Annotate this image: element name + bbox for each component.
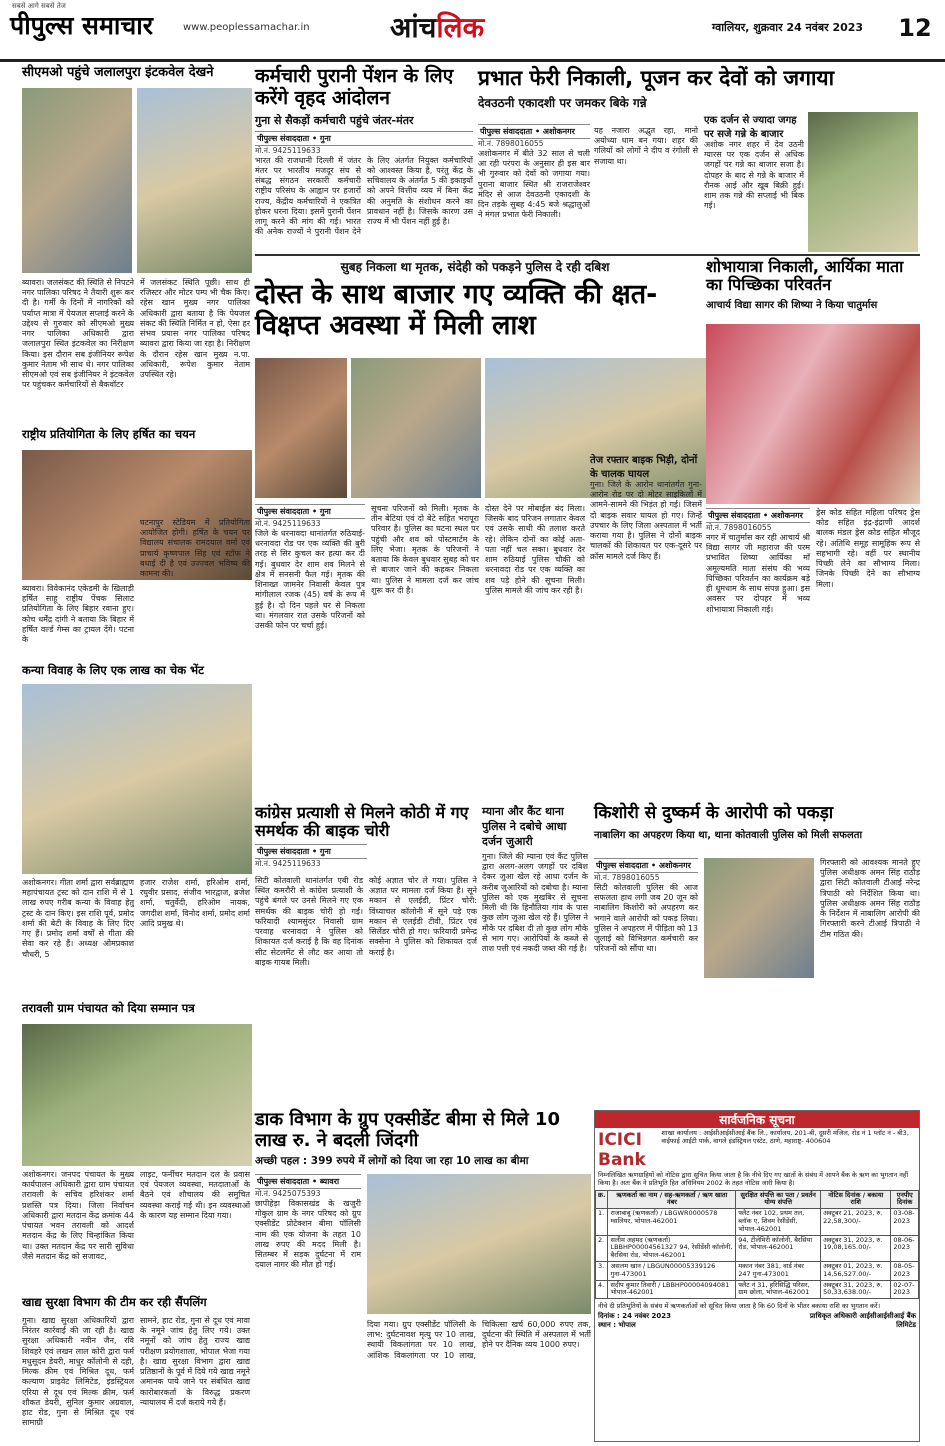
newspaper-logo: पीपुल्स समाचार [10,11,153,40]
shobhayatra-photo [706,324,920,504]
table-cell: 4. [596,1280,608,1299]
table-cell: सलीम अहमद (ऋणकर्ता) LBBHP00004561327 94, रेसीडेंसी कॉलोनी, बैरसिया रोड, भोपाल-462001 [608,1235,736,1261]
dak-article [255,1110,591,1440]
khadya-headline: खाद्य सुरक्षा विभाग की टीम कर रही सैंपलिंग [22,1295,207,1309]
prabhat-text: अशोकनगर में बीते 32 साल से चली आ रही परंपरा के अनुसार ही इस बार भी गुरुवार को देवों को जगाया गया। पुराना बाजार स्थित श्री राजराजेश्वर मंदिर से आज देवउठनी एकादशी के दिन तड़के सुबह 4:45 बजे श्रद्धालुओं ने मंगल प्रभात फेरी निकाली। [478,149,590,220]
lead-text-2: सूचना परिजनों को मिली। मृतक के तीन बेटियां एवं दो बेटे सहित भरापूरा परिवार है। पुलिस का घटना स्थल पर पहुंची और शव को पोस्टमार्टम के लिए भेजा। मृतक के परिजनों ने बताया कि केवल बुधवार सुबह को घर से बाजार जाने की कहकर निकला था। पुलिस ने मामला दर्ज कर जांच शुरू कर दी है। [371,504,479,595]
pension-headline: कर्मचारी पुरानी पेंशन के लिए करेंगे वृहद आंदोलन [255,65,454,109]
kanya-text-continued: हजार राजेश शर्मा, हरिओम शर्मा, रघुवीर प्रसाद, संजीव भारद्वाज, ब्रजेश शर्मा, चतुर्वेदी, हरिओम नायक, जगदीश शर्मा, विनोद शर्मा, प्रमोद शर्मा आदि प्रमुख थे। [140,878,250,928]
myana-text: गुना। जिले की म्याना एवं कैंट पुलिस द्वारा अलग-अलग जगहों पर दबिश देकर जुआ खेल रहे आधा दर्जन के करीब जुआरियों को दबोचा है। म्याना पुलिस को एक मुखबिर से सूचना मिली थी कि हिनौतिया गांव के पास कुछ लोग जुआ खेल रहे हैं। पुलिस ने मौके पर दबिश दी तो कुछ लोग मौके से भाग गए। आरोपियों के कब्जे से ताश पत्ती एवं नकदी जब्त की गई है। [482,852,588,954]
kishori-byline: पीपुल्स संवाददाता • अशोकनगर [594,858,698,873]
lead-text-3: दोस्त देने पर मोबाईल बंद मिला। जिसके बाद परिजन लगातार केवल एवं उसके साथी की तलाश करते रहे। लेकिन दोनों का कोई अता-पता नहीं चल सका। बुधवार देर शाम रुठियाई पुलिस चौकी को धरनावदा रोड पर एक व्यक्ति का शव पड़े होने की सूचना मिली। पुलिस मामले की जांच कर रही है। [485,504,585,595]
notice-intro: निम्नलिखित ऋणग्राहियों को नोटिस द्वारा सूचित किया जाता है कि नीचे दिए गए खातों के संबंध में आपने बैंक के ऋण का भुगतान नहीं किया है। अतः बैंक ने प्रतिभूति हित अधिनियम 2002 के तहत नोटिस जारी किया है। [598,1171,909,1187]
table-cell: फ्लैट नंबर 102, प्रथम तल, ब्लॉक ए, शिवम रेसीडेंसी, भोपाल-462001 [736,1209,821,1235]
ganna-photo [808,112,918,252]
icici-logo: ICICI Bank [598,1130,646,1170]
table-row [596,1280,919,1299]
lead-kicker: सुबह निकला था मृतक, संदेही को पकड़ने पुलिस दे रही दबिश [340,260,610,274]
dak-text-2: दिया गया। ग्रुप एक्सीडेंट पॉलिसी के लाभ: दुर्घटनावश मृत्यु पर 10 लाख, स्थायी विकलांगता पर 10 लाख, आंशिक विकलांगता पर 10 लाख, चिकित्सा खर्च 60,000 रुपए तक, दुर्घटना की स्थिति में अस्पताल में भर्ती होने पर दैनिक व्यय 1000 रुपए। [367,1320,591,1360]
notice-footer: नीचे दी प्रतिभूतियों के संबंध में ऋणकर्ताओं को सूचित किया जाता है कि 60 दिनों के भीतर बकाया राशि का भुगतान करें। [598,1302,881,1311]
kishori-article [594,804,920,1104]
shobhayatra-article [706,258,920,798]
shobhayatra-mobile: मो.नं. 7898016055 [706,523,772,532]
divider-line [255,254,920,256]
notice-address: शाखा कार्यालय : आईसीआईसीआई बैंक लि., कार्यालय, 201-बी, दूसरी मंजिल, रोड नं 1 प्लॉट नं - बी3, वाईफाई आईटी पार्क, वागले इंडस्ट्रियल एस्टेट, ठाणे, महाराष्ट्र- 400604 [661,1129,909,1145]
ganna-headline: एक दर्जन से ज्यादा जगह पर सजे गन्ने के बाजार [704,115,797,140]
table-cell: फ्लैट नं 31, हरिसिद्धि परिसर, ग्राम छोला, भोपाल-462001 [736,1280,821,1299]
notice-signature-row [595,1312,919,1330]
shobhayatra-byline-block [706,508,810,763]
dak-headline: डाक विभाग के ग्रुप एक्सीडेंट बीमा से मिले 10 लाख रु. ने बदली जिंदगी [255,1109,560,1151]
kanya-headline: कन्या विवाह के लिए एक लाख का चेक भेंट [22,663,204,677]
shobhayatra-text-1: नगर में चातुर्मास कर रही आचार्य श्री विद्या सागर जी महाराज की परम प्रभावित शिष्या आर्यिका माँ अमूल्यमति माता संसंघ की भव्य पिच्छिका परिवर्तन का कार्यक्रम बड़े ही धूमधाम के साथ संपन्न हुआ। इस अवसर पर दोपहर में भव्य शोभायात्रा निकाली गई। [706,533,810,614]
taravali-text-continued: लाइट, फर्नीचर मतदान दल के प्रवास एवं पेयजल व्यवस्था, मतदाताओं के बैठने एवं शौचालय की समुचित व्यवस्था कराई गई थी। इन व्यवस्थाओं के कारण यह सम्मान दिया गया। [140,1170,250,1220]
notice-col-header: ऋणकर्ता का नाम / सह-ऋणकर्ता / ऋण खाता नंबर [608,1190,736,1209]
ganna-text: अशोक नगर शहर में देव उठनी ग्यारस पर एक दर्जन से अधिक जगहों पर गन्ने का बाजार सजा है। दोपहर के बाद से गन्ने के बाजार में रौनक आई और खूब बिक्री हुई। शाम तक गन्ने की सप्लाई भी बिक गई। [704,140,804,211]
dak-byline: पीपुल्स संवाददाता • ब्यावरा [255,1174,361,1189]
dak-text-1: छापीहेड़ा विकासखंड के खजुरी गोकुल ग्राम के नगर परिषद को ग्रुप एक्सीडेंट प्रोटेक्शन बीमा पॉलिसी नाम की एक योजना के तहत 10 लाख रुपए की मदद मिली है। सितम्बर में सड़क दुर्घटना में राम दयाल नागर की मौत हो गई। [255,1199,361,1270]
pension-subheadline: गुना से सैकड़ों कर्मचारी पहुंचे जंतर-मंतर [255,113,414,127]
shobhayatra-byline: पीपुल्स संवाददाता • अशोकनगर [706,508,810,523]
prabhat-subheadline: देवउठनी एकादशी पर जमकर बिके गन्ने [478,96,647,111]
kanya-photo [22,684,252,874]
table-cell: अक्टूबर 31, 2023, रु. 50,33,638.00/- [821,1280,891,1299]
kishori-text-2: गिरफ्तारी को आवश्यक मानते हुए पुलिस अधीक्षक अमन सिंह राठौड़ द्वारा सिटी कोतवाली टीआई नरेन्द्र त्रिपाठी को निर्देशित किया था। पुलिस अधीक्षक अमन सिंह राठौड़ के निर्देशन में नाबालिग आरोपी की गिरफ्तारी करने टीआई त्रिपाठी ने टीम गठित की। [820,858,920,939]
khadya-text: गुना। खाद्य सुरक्षा अधिकारियों द्वारा निरंतर कार्रवाई की जा रही है। खाद्य सुरक्षा अधिकारी नवीन जैन, रवि शिवहरे एवं लखन लाल कोरी द्वारा फर्म मधुसूदन डेयरी, माधुर कॉलोनी से दही, मिल्क क्रीम एवं मिश्रित दूध, फर्म कल्याण प्राइवेट लिमिटेड, इंडस्ट्रियल एरिया से दूध एवं मिल्क क्रीम, फर्म शौकत डेयरी, सुनिल कुमार अग्रवाल, हाट रोड, गुना से मिश्रित दूध एवं सामाग्री [22,1316,134,1428]
table-cell: राजाबाबू (ऋणकर्ता) / LBGWR0000578 ग्वालियर, भोपाल-462001 [608,1209,736,1235]
table-cell: मकान नंबर 381, वार्ड नंबर 247 गुना-473001 [736,1261,821,1280]
cmo-text: ब्यावरा। जलसंकट की स्थिति से निपटने नगर पालिका परिषद ने तैयारी शुरू कर दी है। गर्मी के दिनों में नागरिकों को पर्याप्त मात्रा में पेयजल सप्लाई करने के उद्देश्य से गुरुवार को सीएमओ मुख्य नगर पालिका अधिकारी द्वारा जलालपुरा स्थित इंटकवेल का निरीक्षण किया। इस दौरान सब इंजीनियर रूपेश कुमार नेताम भी साथ थे। नगर पालिका सीएमओ एवं सब इंजीनियर ने इंटकवेल पर पहुंचकर कर्मचारियों से बैकवॉटर [22,278,134,390]
table-cell: संदीप कुमार तिवारी / LBBHP00004094081 भोपाल-462001 [608,1280,736,1299]
shobhayatra-subheadline: आचार्य विद्या सागर की शिष्या ने किया चातुर्मास [706,299,878,311]
prabhat-article [478,66,918,252]
bike-accident-text: गुना। जिले के आरोन थानांतर्गत गुना-आरोन रोड पर दो मोटर साइकिलों में आमने-सामने की भिड़ंत हो गई। जिसमें दो बाइक सवार घायल हो गए। जिन्हें उपचार के लिए जिला अस्पताल में भर्ती कराया गया है। पुलिस ने दोनों बाइक चालकों की शिकायत पर एक-दूसरे पर क्रॉस मामले दर्ज किए हैं। [590,480,702,561]
website-url: www.peoplessamachar.in [183,22,310,33]
taravali-text: अशोकनगर। जनपद पंचायत के मुख्य कार्यपालन अधिकारी द्वारा ग्राम पंचायत तरावली के सचिव हरिशंकर शर्मा प्रशस्ति पत्र दिया। जिला निर्वाचन अधिकारी द्वारा मतदान केंद्र क्रमांक 44 पंचायत भवन तरावली को आदर्श मतदान केंद्र के लिए चिन्हांकित किया था। उक्त मतदान केंद्र पर सारी सुविधा जैसे मतदान केंद्र को सजावट, [22,1170,134,1261]
notice-col-header: नोटिस दिनांक / बकाया राशि [821,1190,891,1209]
notice-title: सार्वजनिक सूचना [595,1111,919,1128]
kishori-byline-block [594,858,698,1073]
lead-photo-2 [351,358,481,498]
bike-accident-article [590,452,702,782]
cmo-headline: सीएमओ पहुंचे जलालपुरा इंटकवेल देखने [22,65,214,80]
kothi-byline: पीपुल्स संवाददाता • गुना [255,844,367,859]
table-cell: अक्टूबर 31, 2023, रु. 19,08,165.00/- [821,1235,891,1261]
myana-article [482,804,588,1104]
shobhayatra-text-2: ड्रेस कोड सहित महिला परिषद ड्रेस कोड सहित इंद्र-इंद्राणी आदर्श बालक मंडल ड्रेस कोड सहित मौजूद रहे। अतिथि समूह सामूहिक रूप से सहभागी रहे। वहीं पर स्थानीय पिच्छी लेने का सौभाग्य मिला। जिनके पिच्छी देने का सौभाग्य मिला। [816,508,920,589]
notice-date: दिनांक : 24 नवंबर 2023 [598,1312,672,1321]
notice-table-header [596,1190,919,1209]
lead-photo-1 [255,358,347,498]
notice-signatory: प्राधिकृत अधिकारी आईसीआईसीआई बैंक लिमिटेड [809,1312,916,1330]
khadya-text-continued: सामने, हाट रोड, गुना से दूध एवं मावा के नमूने जांच हेतु लिए गये। उक्त नमूनों को जांच हेतु राज्य खाद्य परीक्षण प्रयोगशाला, भोपाल भेजा गया है। खाद्य सुरक्षा विभाग द्वारा खाद्य प्रतिष्ठानों के पूर्व में दिये गये खाद्य नमूने अमानक पाये जाने पर संबंधित खाद्य कारोबारकर्ता के विरुद्ध प्रकरण न्यायालय में दर्ज कराये गये हैं। [140,1316,250,1407]
notice-col-header: क्र. [596,1190,608,1209]
dak-mobile: मो.नं. 9425075393 [255,1189,321,1198]
table-cell: 08-06-2023 [891,1235,919,1261]
notice-table-body [596,1209,919,1299]
lead-headline: दोस्त के साथ बाजार गए व्यक्ति की क्षत-विक्षप्त अवस्था में मिली लाश [255,279,658,342]
harshit-text-continued: घटनापुर स्टेडियम में प्रतियोगिता आयोजित होगी। हर्षित के चयन पर विद्यालय संचालक रामदयाल वर्मा एवं प्राचार्य कृष्णपाल सिंह एवं स्टॉफ ने बधाई दी है एवं उज्ज्वल भविष्य की कामना की। [140,518,250,579]
kanya-text: अशोकनगर। गीता शर्मा द्वारा सर्वब्राह्मण महापंचायत ट्रस्ट को दान राशि में से 1 लाख रुपए गरीब कन्या के विवाह हेतु ट्रस्ट के दान किए। इस राशि पूर्व, प्रमोद शर्मा की बेटी के विवाह के लिए दिए गए हैं। प्रमोद शर्मा वर्षों से गीता की सेवा कर रहे हैं। अध्यक्ष ओमप्रकाश चौधरी, 5 [22,878,134,959]
prabhat-headline: प्रभात फेरी निकाली, पूजन कर देवों को जगाया [478,66,835,90]
harshit-headline: राष्ट्रीय प्रतियोगिता के लिए हर्षित का चयन [22,427,196,441]
public-notice [594,1110,920,1442]
table-cell: 3. [596,1261,608,1280]
pension-text: भारत की राजधानी दिल्ली में जंतर मंतर पर भारतीय मजदूर संघ से संबद्ध संगठन सरकारी कर्मचारी राष्ट्रीय परिसंघ के आह्वान पर हजारों राज्य, केंद्रीय कर्मचारियों ने एकत्रित होकर धरना दिया। इसमें पुरानी पेंशन लागू करने की मांग की गई। भारत की अनेक राज्यों ने पुरानी पेंशन देने के लिए अंतर्गत नियुक्त कर्मचारियों को आश्वस्त किया है, परंतु केंद्र के सचिवालय के अंतर्गत 5 की इकाइयों को अपने वित्तीय व्यय में बिना केंद्र की अनुमति के संशोधन करने का प्रावधान नहीं है। जिसके कारण उस राज्य में भी पेंशन नहीं हुई है। [255,155,473,237]
section-title-part-b: लिक [436,11,485,44]
masthead [0,0,945,62]
cmo-text-continued: में जलसंकट स्थिति पूछी। साथ ही रजिस्टर और मोटर पम्प भी चैक किए। रहेस खान मुख्य नगर पालिका अधिकारी द्वारा बताया है कि पेयजल संकट की स्थिति निर्मित न हो, ऐसा हर संभव प्रयास नगर पालिका परिषद ब्यावरा द्वारा किया जा रहा है। निरीक्षण के दौरान रहेस खान मुख्य न.पा. अधिकारी, रूपेश कुमार नेताम उपस्थित रहे। [140,278,250,380]
notice-col-header: एनपीए दिनांक [891,1190,919,1209]
kothi-headline: कांग्रेस प्रत्याशी से मिलने कोठी में गए समर्थक की बाइक चोरी [255,803,469,841]
table-cell: 08-05-2023 [891,1261,919,1280]
table-row [596,1261,919,1280]
kishori-subheadline: नाबालिग का अपहरण किया था, थाना कोतवाली पुलिस को मिली सफलता [594,829,863,841]
notice-header [595,1128,919,1172]
harshit-text: ब्यावरा। विवेकानंद एकेडमी के खिलाड़ी हर्षित साहू राष्ट्रीय पेंचक सिलाट प्रतियोगिता के लिए बिहार रवाना हुए। कोच धर्मेंद्र दांगी ने बताया कि बिहार में हर्षित वर्ल्ड गेम्स का ट्रायल देंगे। पटना के [22,584,134,645]
table-cell: असलम खान / LBGUN00005339126 गुना-473001 [608,1261,736,1280]
lead-byline-block [255,504,365,769]
table-cell: 03-08-2023 [891,1209,919,1235]
kothi-text-1: सिटी कोतवाली थानांतर्गत एबी रोड स्थित कमरौरी से कांग्रेस प्रत्याशी के पहुंचे बंगले पर उनसे मिलने गए एक समर्थक की बाइक चोरी हो गई। फरियादी श्यामसुंदर निवासी ग्राम परवाह धरनावदा ने पुलिस को शिकायत दर्ज कराई है कि वह दिनांक सीट सेटलमेंट से लौट कर आया तो बाइक गायब मिली। [255,876,363,967]
kothi-mobile: मो.नं. 9425119633 [255,858,321,868]
lead-text-1: जिले के धरनावदा थानांतर्गत रुठियाई-धरनावदा रोड पर एक व्यक्ति की बुरी तरह से सिर कुचल कर हत्या कर दी गई। बुधवार देर शाम शव मिलने से क्षेत्र में सनसनी फैल गई। मृतक की शिनाख्त जामनेर निवासी केवल पुत्र मांगीलाल रजक (45) वर्ष के रूप में हुई है। दो दिन पहले घर से निकला था। मंगलवार रात उसके परिजनों को उसकी फोन पर चर्चा हुई। [255,529,365,631]
section-title [390,8,484,46]
notice-date-place [598,1312,671,1330]
prabhat-byline: पीपुल्स संवाददाता • अशोकनगर [478,124,590,139]
ganna-box [704,112,804,252]
notice-place: स्थान : भोपाल [598,1321,636,1330]
pension-article [255,66,473,252]
table-row [596,1209,919,1235]
left-column [22,66,252,1446]
dak-photo [367,1174,591,1314]
table-cell: 2. [596,1235,608,1261]
prabhat-mobile: मो.नं. 7898016055 [478,139,544,148]
page-number: 12 [898,14,932,42]
bike-accident-headline: तेज रफ्तार बाइक भिड़ी, दोनों के चालक घायल [590,455,698,480]
table-cell: अक्टूबर 21, 2023, रु. 22,58,300/- [821,1209,891,1235]
kishori-photo [704,858,814,978]
table-cell: 1. [596,1209,608,1235]
shobhayatra-headline: शोभायात्रा निकाली, आर्यिका माता का पिच्छिका परिवर्तन [706,257,904,295]
dak-subheadline: अच्छी पहल : 399 रुपये में लोगों को दिया जा रहा 10 लाख का बीमा [255,1155,529,1168]
pension-mobile: मो.नं. 9425119633 [255,145,321,155]
logo-tagline: सबसे आगे सबसे तेज [12,2,66,10]
notice-table [595,1190,919,1300]
lead-mobile: मो.नं. 9425119633 [255,519,321,528]
cmo-photo-2 [137,88,252,273]
dateline: ग्वालियर, शुक्रवार 24 नवंबर 2023 [712,21,864,34]
table-row [596,1235,919,1261]
table-cell: 94, टीलेमिरी कॉलोनी, बैरसिया रोड, भोपाल-462001 [736,1235,821,1261]
dak-byline-block [255,1174,361,1419]
lead-byline: पीपुल्स संवाददाता • गुना [255,504,365,519]
taravali-photo [22,1024,252,1166]
kishori-headline: किशोरी से दुष्कर्म के आरोपी को पकड़ा [594,803,834,823]
table-cell: 02-07-2023 [891,1280,919,1299]
kishori-text-1: सिटी कोतवाली पुलिस की आज सफलता हाथ लगी जब 20 जून को नाबालिग किशोरी को अपहरण कर भगाने वाले आरोपी को पकड़ लिया। पुलिस ने अपहरण में पीड़िता को 13 जुलाई को विभिन्नगत कर्मचारी कर परिजनों को सौंपा था। [594,883,698,954]
taravali-headline: तरावली ग्राम पंचायत को दिया सम्मान पत्र [22,1001,195,1015]
notice-col-header: सुरक्षित संपत्ति का पता / प्रवर्तन योग्य संपत्ति [736,1190,821,1209]
cmo-photo-1 [22,88,132,273]
kothi-article [255,804,477,1104]
kothi-text-2: कोई अज्ञात चोर ले गया। पुलिस ने अज्ञात पर मामला दर्ज किया है। सूने मकान से एलईडी, प्रिंटर चोरी: विंध्याचल कॉलोनी में सूने पड़े एक मकान से एलईडी टीवी, प्रिंटर एवं सिलेंडर चोरी हो गए। फरियादी प्रमेन्द्र सक्सेना ने पुलिस को शिकायत दर्ज कराई है। [369,876,477,957]
kishori-mobile: मो.नं. 7898016055 [594,873,660,882]
table-cell: अक्टूबर 01, 2023, रु. 14,56,527.00/- [821,1261,891,1280]
prabhat-text-2: यह नजारा अद्भुत रहा, मानो अयोध्या धाम बन गया। शहर की गलियों को लोगों ने दीप व रंगोली से सजाया था। [594,126,698,166]
section-title-part-a: आंच [390,11,437,44]
prabhat-byline-block [478,124,590,229]
pension-byline: पीपुल्स संवाददाता • गुना [255,131,473,146]
myana-headline: म्याना और कैंट थाना पुलिस ने दबोचे आधा दर्जन जुआरी [482,805,567,848]
